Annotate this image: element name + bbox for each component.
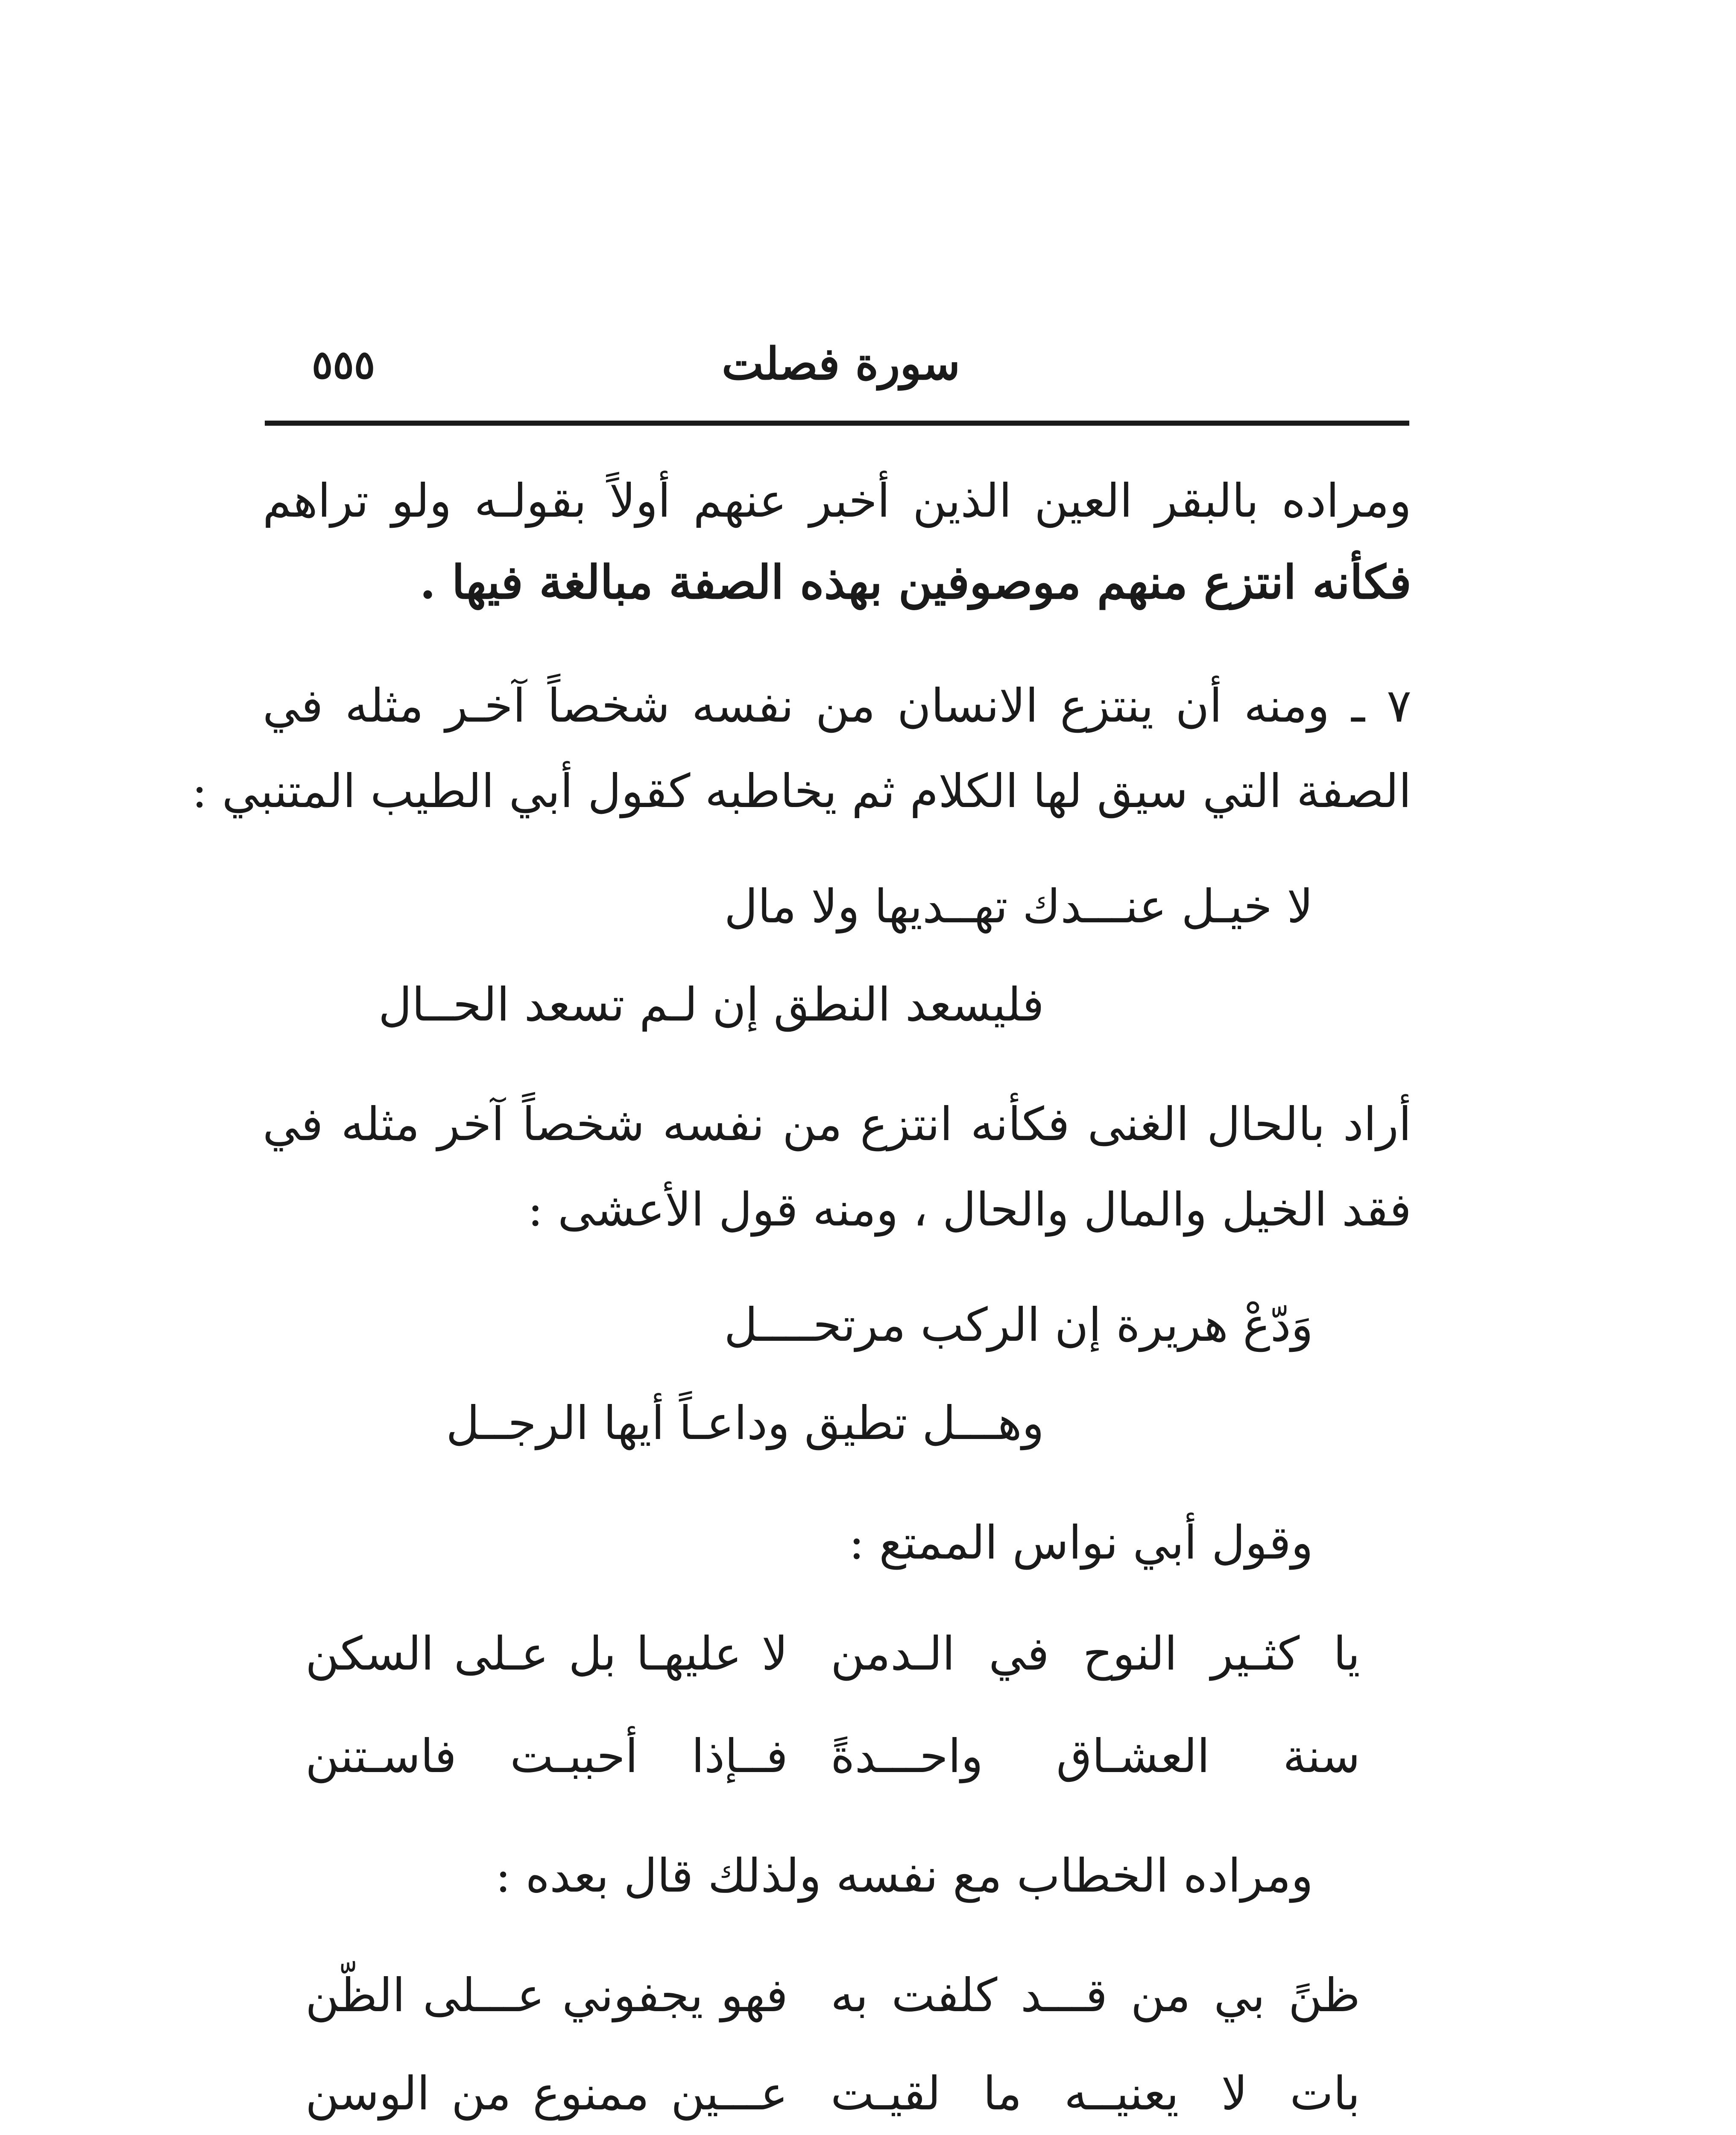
page-header (265, 325, 1409, 410)
couplet1-1-left: لا عليهـا بل عـلى السكن (305, 1627, 788, 1681)
verse1-hemistich1: لا خيـل عنـــدك تهــديها ولا مال (724, 880, 1313, 933)
verse2-hemistich2: وهـــل تطيق وداعـاً أيها الرجــل (446, 1397, 1044, 1450)
verse2-hemistich1: وَدّعْ هريرة إن الركب مرتحــــل (724, 1299, 1313, 1352)
couplet1-2-right: سنة العشـاق واحـــدةً (831, 1730, 1360, 1783)
couplet2-1-right: ظنً بي من قـــد كلفت به (831, 1969, 1360, 2022)
intro-after: ومراده الخطاب مع نفسه ولذلك قال بعده : (495, 1849, 1313, 1903)
paragraph2-line1: ٧ ـ ومنه أن ينتزع الانسان من نفسه شخصاً آخـر مثله في (263, 679, 1411, 733)
paragraph1-line2: فكأنه انتزع منهم موصوفين بهذه الصفة مبالغة فيها . (419, 556, 1411, 609)
couplet2-2-left: عـــين ممنوع من الوسن (305, 2067, 788, 2120)
intro-abu-nuwas: وقول أبي نواس الممتع : (849, 1516, 1313, 1570)
surah-title: سورة فصلت (722, 337, 960, 390)
couplet2-2-right: بات لا يعنيــه ما لقيـت (831, 2067, 1360, 2120)
couplet2-1-left: فهو يجفوني عـــلى الظّن (305, 1969, 788, 2022)
page-number: ٥٥٥ (312, 342, 375, 388)
paragraph1-line1: ومراده بالبقر العين الذين أخبر عنهم أولاً بقولـه ولو تراهم (263, 474, 1411, 528)
couplet1-2-left: فــإذا أحببـت فاسـتنن (305, 1730, 788, 1783)
couplet1-1-right: يا كثـير النوح في الـدمن (831, 1627, 1360, 1681)
verse1-hemistich2: فليسعد النطق إن لـم تسعد الحــال (378, 978, 1044, 1032)
header-rule (265, 421, 1409, 426)
paragraph2-line2: الصفة التي سيق لها الكلام ثم يخاطبه كقول أبي الطيب المتنبي : (192, 765, 1411, 818)
paragraph3-line2: فقد الخيل والمال والحال ، ومنه قول الأعشى : (527, 1183, 1411, 1237)
paragraph3-line1: أراد بالحال الغنى فكأنه انتزع من نفسه شخصاً آخر مثله في (263, 1098, 1411, 1151)
